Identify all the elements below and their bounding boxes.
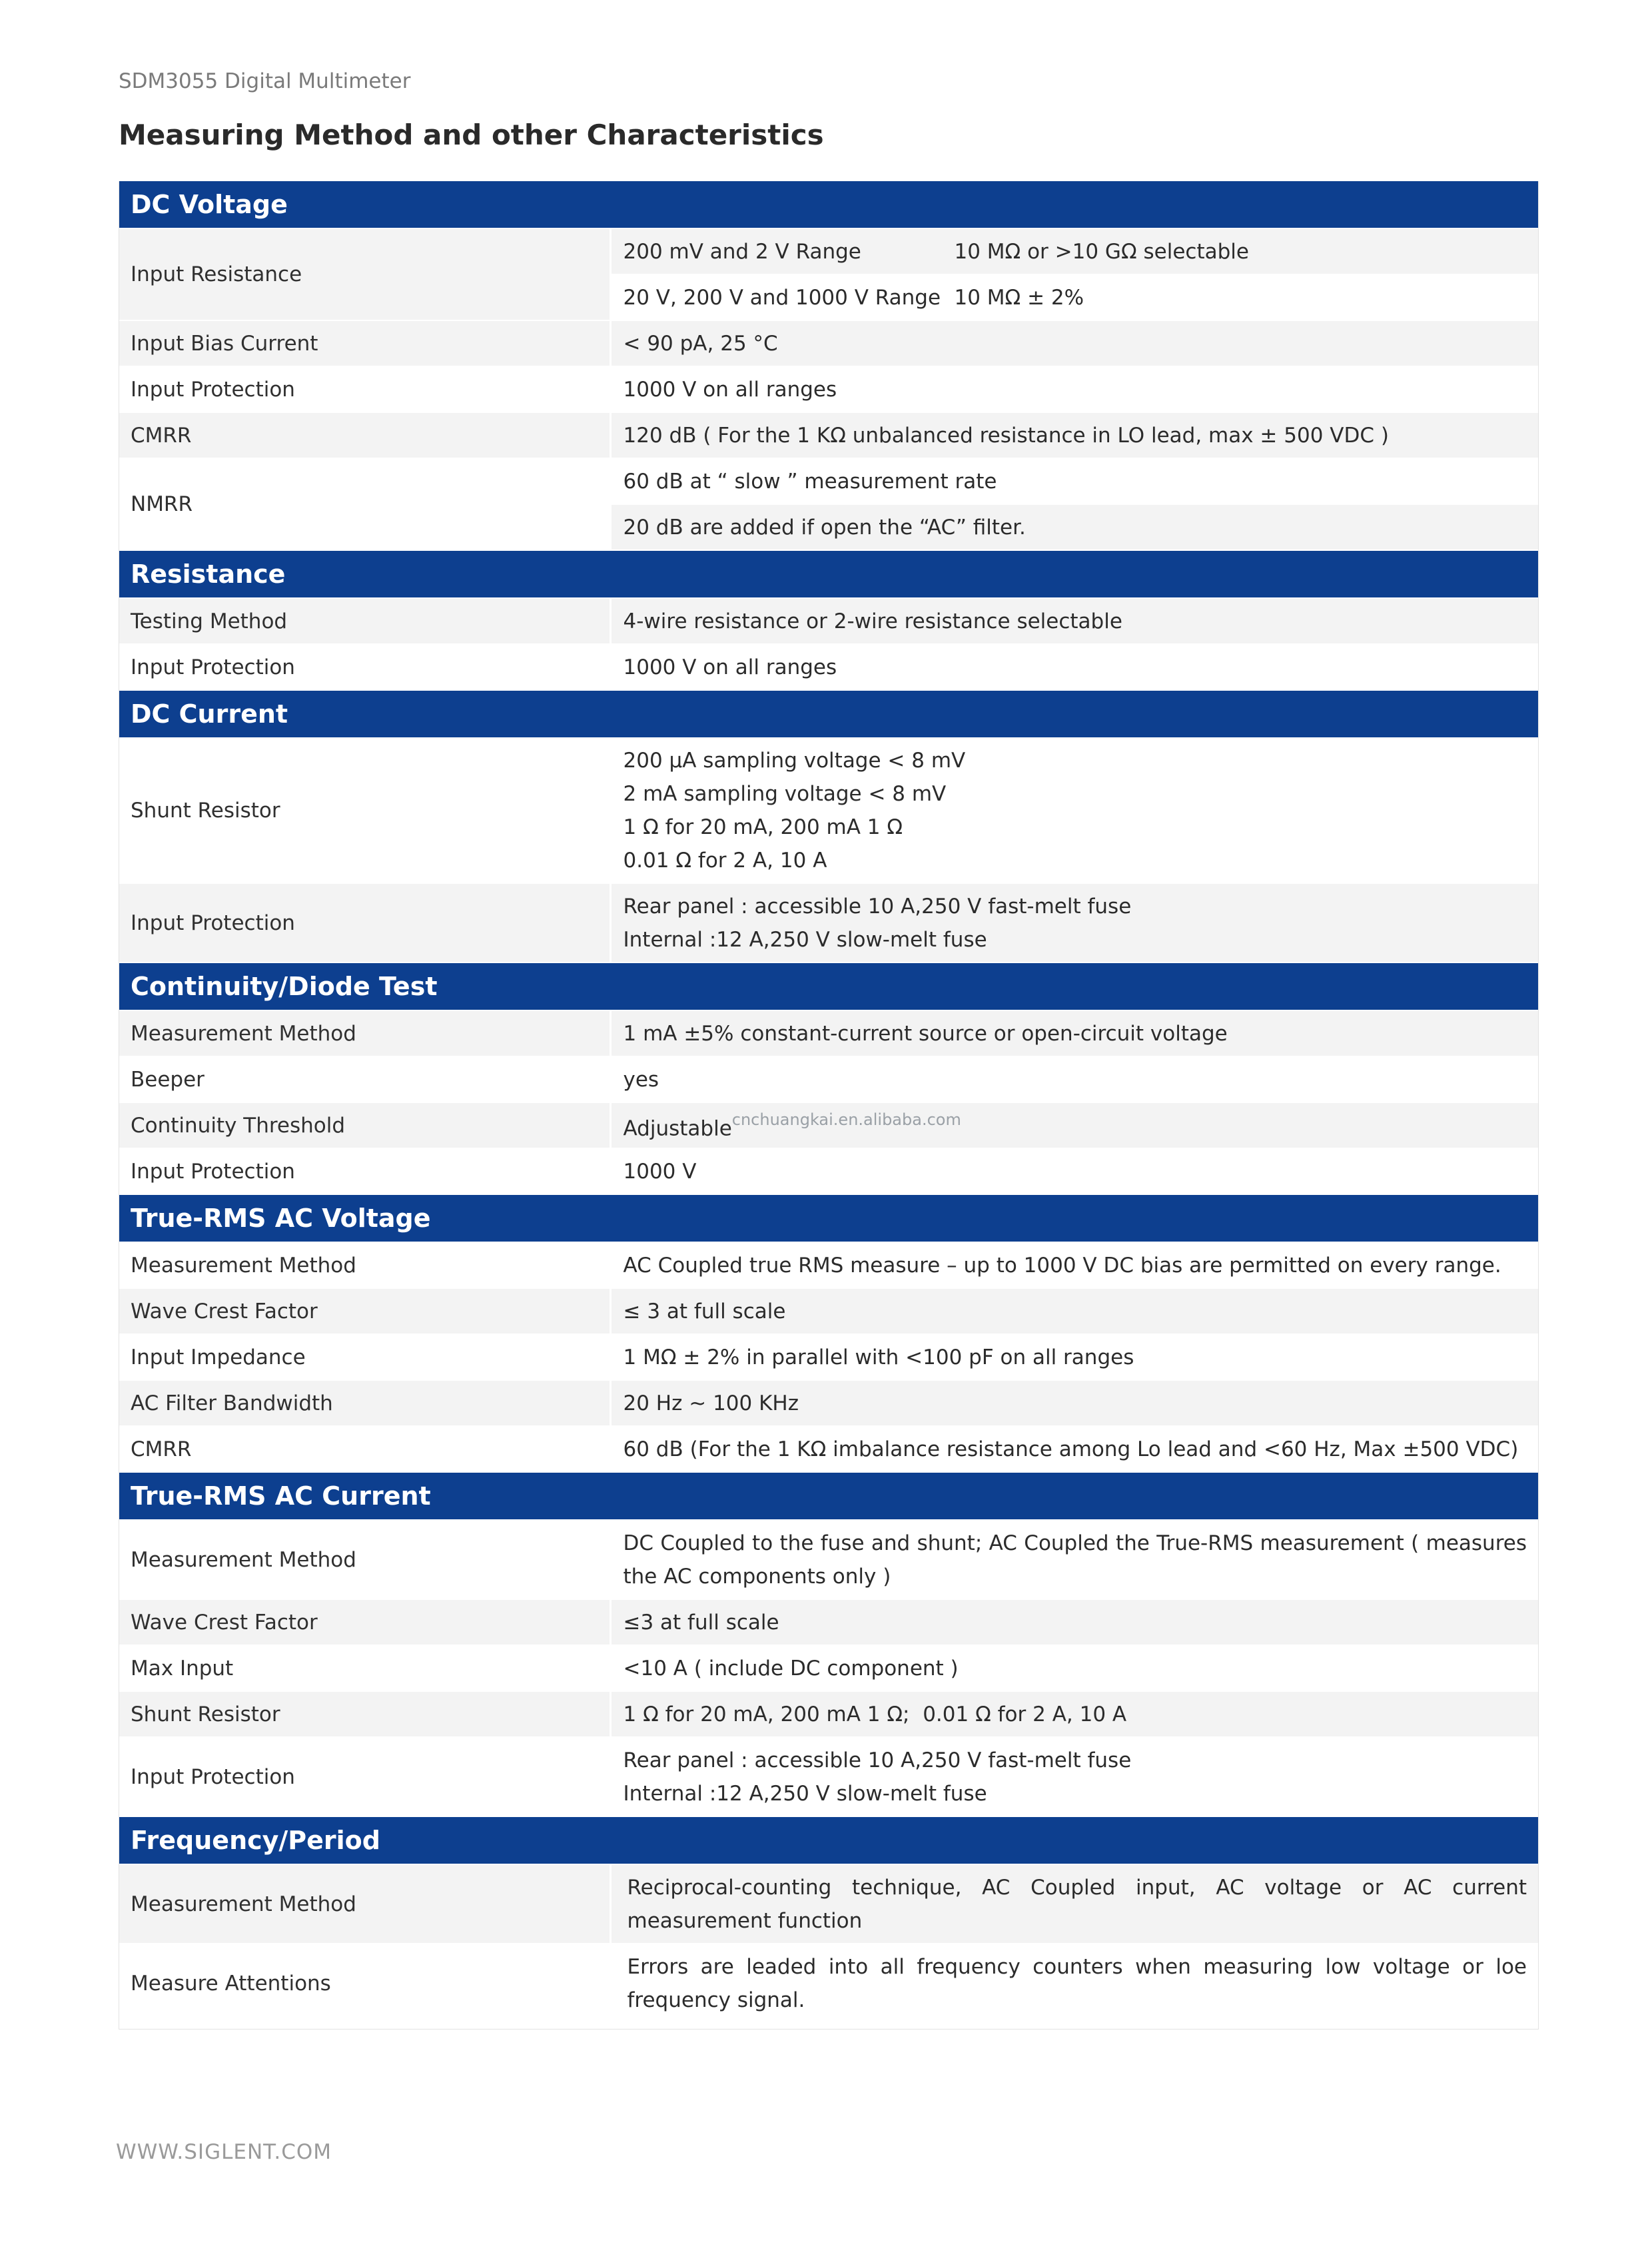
row-value: <10 A ( include DC component ) — [610, 1645, 1539, 1691]
row-label: Input Protection — [119, 366, 610, 412]
value-line: 0.01 Ω for 2 A, 10 A — [623, 849, 827, 873]
table-row — [119, 228, 1539, 274]
range-text: 200 mV and 2 V Range — [623, 239, 861, 264]
row-label: Testing Method — [119, 598, 610, 644]
value-text: Adjustable — [623, 1116, 732, 1141]
section-title: Measuring Method and other Characteristics — [119, 119, 824, 151]
value-line: Rear panel : accessible 10 A,250 V fast-melt fuse — [623, 894, 1132, 919]
row-label: Shunt Resistor — [119, 1691, 610, 1737]
heading-text: True-RMS AC Current — [119, 1472, 1539, 1520]
section-heading-dc-voltage — [119, 181, 1539, 228]
heading-text: Frequency/Period — [119, 1816, 1539, 1864]
row-value: 1000 V on all ranges — [610, 366, 1539, 412]
row-value: DC Coupled to the fuse and shunt; AC Coupled the True-RMS measurement ( measures the AC components only ) — [610, 1520, 1539, 1599]
row-value: 120 dB ( For the 1 KΩ unbalanced resistance in LO lead, max ± 500 VDC ) — [610, 412, 1539, 458]
section-heading-continuity — [119, 962, 1539, 1010]
section-heading-dc-current — [119, 690, 1539, 738]
row-value: 1 mA ±5% constant-current source or open-circuit voltage — [610, 1010, 1539, 1056]
row-label: Input Protection — [119, 644, 610, 690]
table-row — [119, 1148, 1539, 1194]
table-row — [119, 1645, 1539, 1691]
section-heading-frequency — [119, 1816, 1539, 1864]
table-row — [119, 320, 1539, 366]
row-label: Wave Crest Factor — [119, 1599, 610, 1645]
value-line: 1 Ω for 20 mA, 200 mA 1 Ω — [623, 815, 903, 839]
row-value: 1 MΩ ± 2% in parallel with <100 pF on all ranges — [610, 1334, 1539, 1380]
section-heading-resistance — [119, 550, 1539, 598]
table-row — [119, 1010, 1539, 1056]
table-row — [119, 1599, 1539, 1645]
row-label: Input Bias Current — [119, 320, 610, 366]
row-label: Shunt Resistor — [119, 738, 610, 883]
row-label: Beeper — [119, 1056, 610, 1102]
value-line: 200 μA sampling voltage < 8 mV — [623, 749, 966, 773]
table-row — [119, 1242, 1539, 1288]
section-heading-ac-current — [119, 1472, 1539, 1520]
row-value: 60 dB at “ slow ” measurement rate — [610, 458, 1539, 504]
footer-url: WWW.SIGLENT.COM — [116, 2140, 332, 2164]
row-value — [610, 1102, 1539, 1148]
value-line: Internal :12 A,250 V slow-melt fuse — [623, 1781, 987, 1806]
table-row — [119, 1864, 1539, 1944]
row-value: 1000 V on all ranges — [610, 644, 1539, 690]
table-row — [119, 1520, 1539, 1599]
document-header: SDM3055 Digital Multimeter — [119, 69, 411, 93]
table-row — [119, 1944, 1539, 2023]
row-value: 4-wire resistance or 2-wire resistance selectable — [610, 598, 1539, 644]
row-label: CMRR — [119, 412, 610, 458]
row-value: < 90 pA, 25 °C — [610, 320, 1539, 366]
watermark-text: cnchuangkai.en.alibaba.com — [731, 1110, 961, 1129]
table-row — [119, 644, 1539, 690]
row-value — [610, 228, 1539, 274]
row-label: Measurement Method — [119, 1242, 610, 1288]
row-label: NMRR — [119, 458, 610, 550]
row-value: 1 Ω for 20 mA, 200 mA 1 Ω; 0.01 Ω for 2 A, 10 A — [610, 1691, 1539, 1737]
row-label: Input Protection — [119, 883, 610, 962]
row-label: Input Resistance — [119, 228, 610, 320]
heading-text: DC Current — [119, 690, 1539, 738]
range-value: 10 MΩ ± 2% — [954, 285, 1084, 310]
heading-text: Continuity/Diode Test — [119, 962, 1539, 1010]
row-value: yes — [610, 1056, 1539, 1102]
row-label: Max Input — [119, 1645, 610, 1691]
table-row — [119, 366, 1539, 412]
row-label: Input Impedance — [119, 1334, 610, 1380]
table-row — [119, 598, 1539, 644]
row-value: 60 dB (For the 1 KΩ imbalance resistance among Lo lead and <60 Hz, Max ±500 VDC) — [610, 1426, 1539, 1472]
row-label: Input Protection — [119, 1148, 610, 1194]
row-label: CMRR — [119, 1426, 610, 1472]
row-value: ≤3 at full scale — [610, 1599, 1539, 1645]
row-label: Measurement Method — [119, 1864, 610, 1944]
table-row — [119, 412, 1539, 458]
row-label: Measure Attentions — [119, 1944, 610, 2023]
row-value: 20 Hz ~ 100 KHz — [610, 1380, 1539, 1426]
table-row — [119, 1288, 1539, 1334]
table-row — [119, 1380, 1539, 1426]
range-text: 20 V, 200 V and 1000 V Range — [623, 285, 941, 310]
row-value — [610, 883, 1539, 962]
section-heading-ac-voltage — [119, 1194, 1539, 1242]
value-line: Internal :12 A,250 V slow-melt fuse — [623, 927, 987, 952]
table-row — [119, 1334, 1539, 1380]
row-label: Measurement Method — [119, 1520, 610, 1599]
table-row — [119, 1426, 1539, 1472]
table-row — [119, 1102, 1539, 1148]
heading-text: DC Voltage — [119, 181, 1539, 228]
table-row — [119, 1691, 1539, 1737]
row-value: 1000 V — [610, 1148, 1539, 1194]
row-value: AC Coupled true RMS measure – up to 1000 V DC bias are permitted on every range. — [610, 1242, 1539, 1288]
row-value — [610, 274, 1539, 320]
row-value: ≤ 3 at full scale — [610, 1288, 1539, 1334]
table-row — [119, 738, 1539, 883]
row-label: Wave Crest Factor — [119, 1288, 610, 1334]
row-value — [610, 1737, 1539, 1816]
table-row — [119, 1056, 1539, 1102]
row-value: Errors are leaded into all frequency counters when measuring low voltage or loe frequency signal. — [610, 1944, 1539, 2023]
row-label: Continuity Threshold — [119, 1102, 610, 1148]
spec-table — [119, 181, 1539, 2024]
table-row — [119, 1737, 1539, 1816]
row-label: AC Filter Bandwidth — [119, 1380, 610, 1426]
value-line: 2 mA sampling voltage < 8 mV — [623, 782, 947, 806]
row-value: Reciprocal-counting technique, AC Coupled input, AC voltage or AC current measurement function — [610, 1864, 1539, 1944]
row-label: Input Protection — [119, 1737, 610, 1816]
row-value — [610, 738, 1539, 883]
row-value: 20 dB are added if open the “AC” filter. — [610, 504, 1539, 550]
value-line: Rear panel : accessible 10 A,250 V fast-melt fuse — [623, 1748, 1132, 1772]
table-row — [119, 883, 1539, 962]
range-value: 10 MΩ or >10 GΩ selectable — [954, 239, 1249, 264]
row-label: Measurement Method — [119, 1010, 610, 1056]
heading-text: True-RMS AC Voltage — [119, 1194, 1539, 1242]
heading-text: Resistance — [119, 550, 1539, 598]
table-row — [119, 458, 1539, 504]
